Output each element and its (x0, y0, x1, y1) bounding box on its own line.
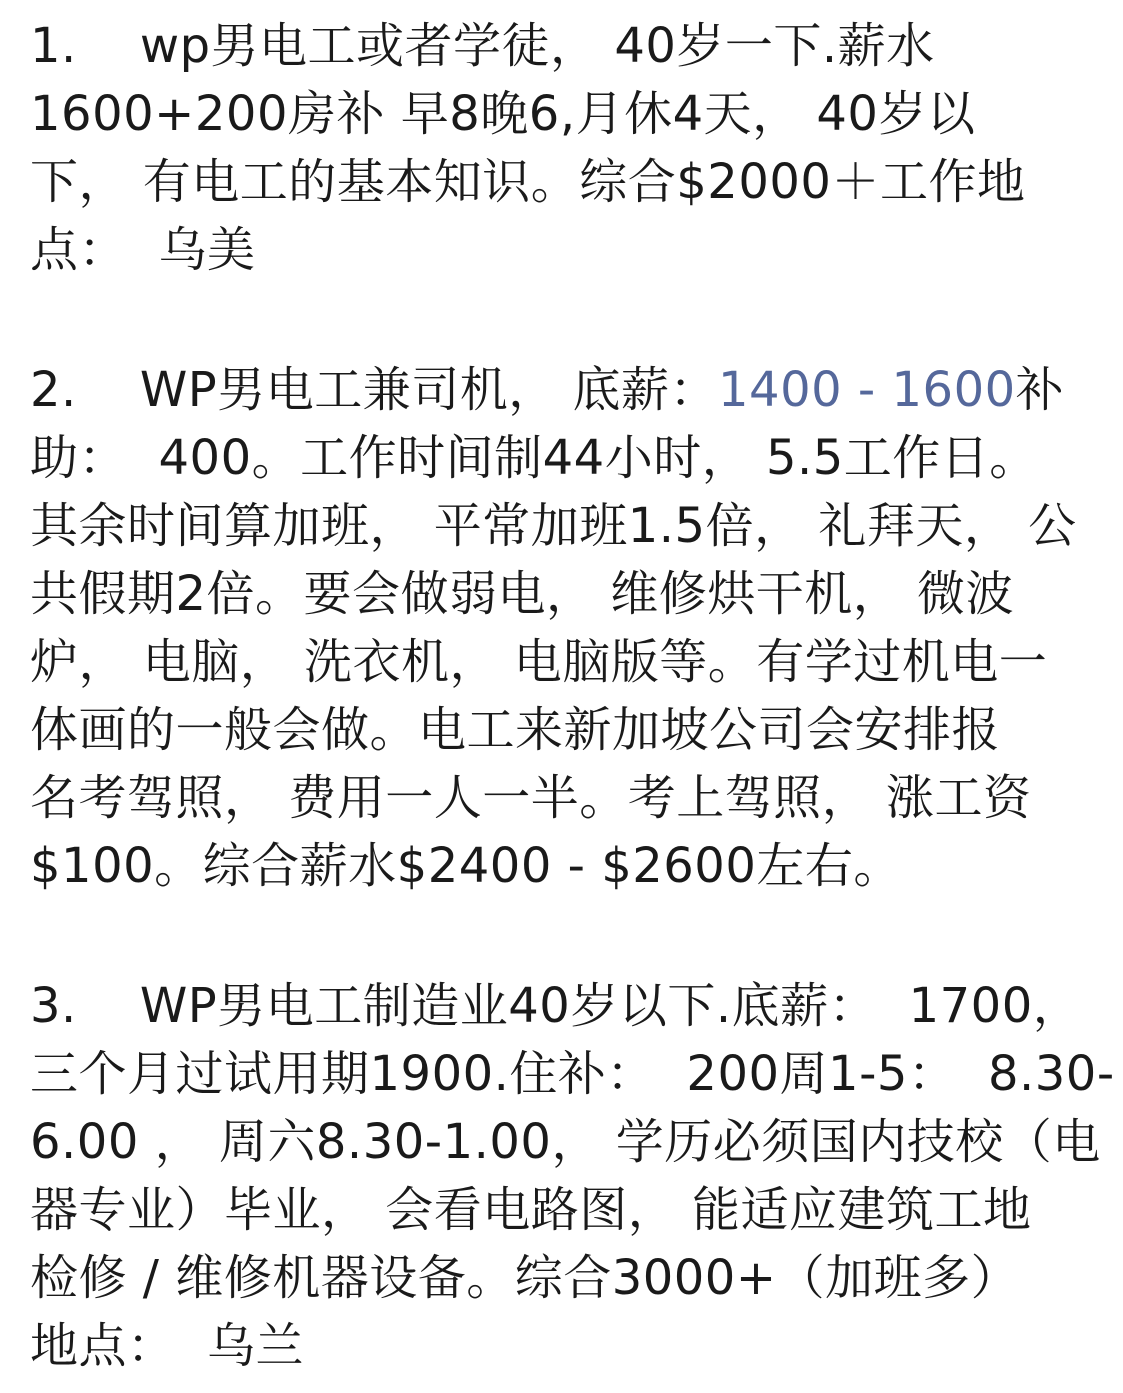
text-segment: 1600+200房补 早8晚6,月休4天， 40岁以 (30, 86, 976, 142)
text-line (30, 424, 1095, 492)
text-segment: 检修 / 维修机器设备。综合3000+（加班多） (30, 1250, 1020, 1306)
text-line (30, 1176, 1095, 1244)
text-line (30, 216, 1095, 284)
text-line (30, 1040, 1115, 1108)
text-segment: 下， 有电工的基本知识。综合$2000＋工作地 (30, 154, 1026, 210)
text-segment: 补 (1015, 362, 1065, 418)
text-segment: 助： 400。工作时间制44小时， 5.5工作日。 (30, 430, 1038, 486)
text-line (30, 492, 1095, 560)
job-paragraph (30, 356, 1095, 900)
text-line (30, 764, 1095, 832)
job-list (30, 12, 1115, 1380)
text-line (30, 1244, 1095, 1312)
text-line (30, 12, 1095, 80)
text-segment: 名考驾照， 费用一人一半。考上驾照， 涨工资 (30, 770, 1032, 826)
job-paragraph (30, 12, 1095, 284)
salary-range-link[interactable]: 1400 - 1600 (718, 362, 1016, 418)
text-segment: 1. wp男电工或者学徒， 40岁一下.薪水 (30, 18, 935, 74)
text-line (30, 356, 1095, 424)
text-segment: 体画的一般会做。电工来新加坡公司会安排报 (30, 702, 1001, 758)
text-line (30, 628, 1095, 696)
text-line (30, 560, 1095, 628)
text-line (30, 1312, 1095, 1380)
text-segment: 共假期2倍。要会做弱电， 维修烘干机， 微波 (30, 566, 1015, 622)
text-line (30, 832, 1095, 900)
text-segment: 2. WP男电工兼司机， 底薪： (30, 362, 718, 418)
job-paragraph (30, 972, 1115, 1380)
text-line (30, 148, 1095, 216)
text-segment: 其余时间算加班， 平常加班1.5倍， 礼拜天， 公 (30, 498, 1077, 554)
text-segment: 地点： 乌兰 (30, 1318, 305, 1374)
text-segment: 3. WP男电工制造业40岁以下.底薪： 1700， (30, 978, 1082, 1034)
text-segment: 炉， 电脑， 洗衣机， 电脑版等。有学过机电一 (30, 634, 1048, 690)
text-line (30, 1108, 1101, 1176)
text-segment: 点： 乌美 (30, 222, 256, 278)
text-segment: 三个月过试用期1900.住补： 200周1-5： 8.30- (30, 1046, 1115, 1102)
text-line (30, 972, 1095, 1040)
text-segment: $100。综合薪水$2400 - $2600左右。 (30, 838, 902, 894)
text-line (30, 80, 1095, 148)
text-segment: 器专业）毕业， 会看电路图， 能适应建筑工地 (30, 1182, 1032, 1238)
text-segment: 6.00 ， 周六8.30-1.00， 学历必须国内技校（电 (30, 1114, 1101, 1170)
text-line (30, 696, 1095, 764)
